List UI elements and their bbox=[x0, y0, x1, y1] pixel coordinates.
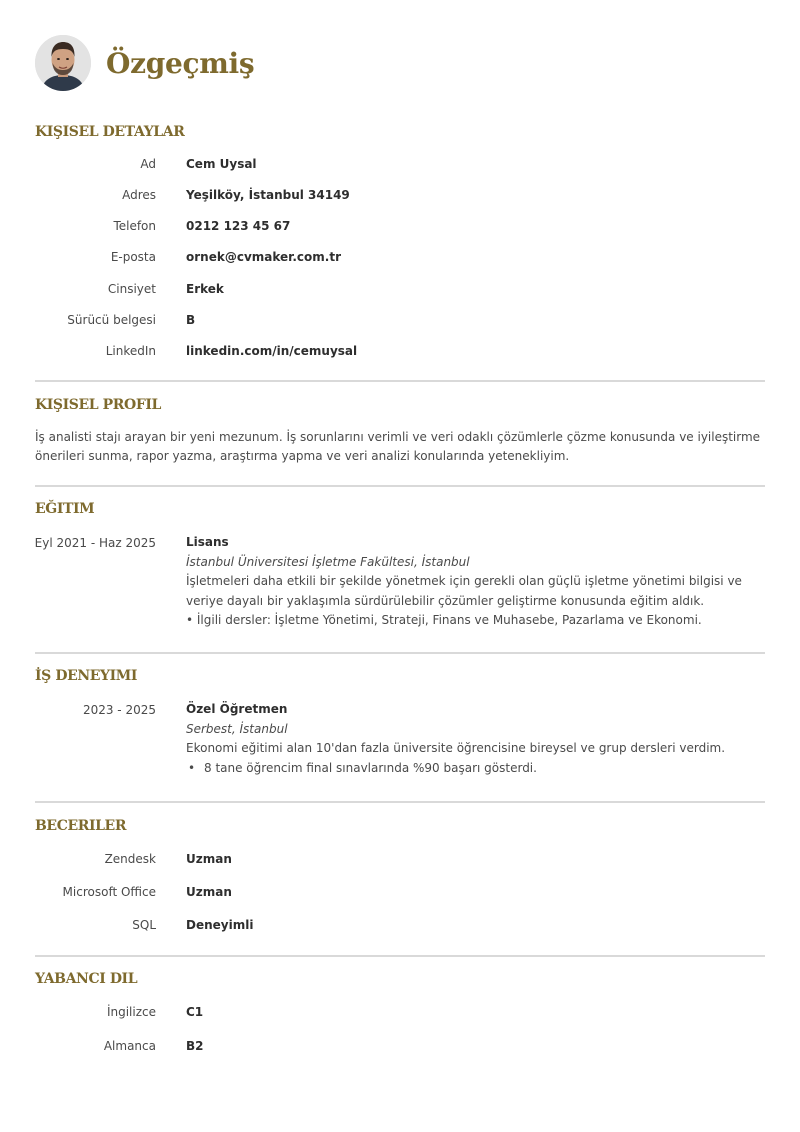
detail-row bbox=[35, 247, 765, 267]
section-title: KIŞISEL DETAYLAR bbox=[35, 124, 185, 140]
skill-level: Uzman bbox=[186, 885, 232, 899]
skill-name: Zendesk bbox=[104, 852, 156, 866]
entry-title: Özel Öğretmen bbox=[186, 702, 288, 716]
person-photo-icon bbox=[35, 35, 91, 91]
detail-label: Ad bbox=[140, 157, 156, 171]
detail-row bbox=[35, 310, 765, 330]
entry-date: Eyl 2021 - Haz 2025 bbox=[34, 536, 156, 550]
section-divider bbox=[35, 652, 765, 654]
list-item: • 8 tane öğrencim final sınavlarında %90 başarı gösterdi. bbox=[186, 759, 765, 779]
skill-name: Microsoft Office bbox=[62, 885, 156, 899]
section-divider bbox=[35, 801, 765, 803]
detail-value: 0212 123 45 67 bbox=[186, 219, 291, 233]
language-name: İngilizce bbox=[106, 1005, 156, 1019]
entry-description: İşletmeleri daha etkili bir şekilde yönetmek için gerekli olan güçlü işletme yönetimi bilgisi ve veriye dayalı bir yaklaşımla sürdürülebilir çözümler geliştirme konusunda eğitim aldık. bbox=[186, 574, 742, 608]
detail-row bbox=[35, 341, 765, 361]
detail-label: Sürücü belgesi bbox=[67, 313, 156, 327]
language-name: Almanca bbox=[103, 1039, 156, 1053]
detail-row bbox=[35, 154, 765, 174]
section-title: EĞITIM bbox=[35, 501, 95, 517]
experience-entry bbox=[186, 700, 765, 778]
detail-value: B bbox=[186, 313, 196, 327]
detail-label: Telefon bbox=[113, 219, 156, 233]
detail-label: LinkedIn bbox=[105, 344, 156, 358]
profile-text: İş analisti stajı arayan bir yeni mezunum. İş sorunlarını verimli ve veri odaklı çözümlerle çözme konusunda ve iyileştirme önerileri sunma, rapor yazma, araştırma yapma ve veri analizi konularında yetenekliyim. bbox=[35, 430, 761, 463]
entry-subtitle: İstanbul Üniversitesi İşletme Fakültesi, İstanbul bbox=[186, 554, 470, 569]
skill-row bbox=[35, 849, 765, 869]
language-row bbox=[35, 1002, 765, 1022]
email-value: ornek@cvmaker.com.tr bbox=[186, 250, 341, 264]
entry-title: Lisans bbox=[186, 535, 229, 549]
detail-value: Cem Uysal bbox=[186, 157, 257, 171]
entry-courses: • İlgili dersler: İşletme Yönetimi, Strateji, Finans ve Muhasebe, Pazarlama ve Ekonomi. bbox=[186, 613, 702, 627]
section-title: BECERILER bbox=[35, 818, 127, 834]
detail-row bbox=[35, 185, 765, 205]
education-entry bbox=[186, 533, 765, 631]
section-title: İŞ DENEYIMI bbox=[35, 668, 138, 684]
language-row bbox=[35, 1036, 765, 1056]
avatar bbox=[35, 35, 91, 91]
page-title: Özgeçmiş bbox=[106, 46, 255, 80]
detail-value: Erkek bbox=[186, 282, 224, 296]
linkedin-value: linkedin.com/in/cemuysal bbox=[186, 344, 358, 358]
detail-label: Cinsiyet bbox=[107, 282, 156, 296]
detail-value: Yeşilköy, İstanbul 34149 bbox=[186, 188, 350, 202]
detail-label: Adres bbox=[122, 188, 156, 202]
skill-level: Uzman bbox=[186, 852, 232, 866]
resume-header bbox=[35, 35, 254, 91]
section-divider bbox=[35, 380, 765, 382]
skill-level: Deneyimli bbox=[186, 918, 254, 932]
entry-description: Ekonomi eğitimi alan 10'dan fazla üniversite öğrencisine bireysel ve grup dersleri verdim. bbox=[186, 741, 726, 755]
skill-row bbox=[35, 915, 765, 935]
achievement-list bbox=[186, 759, 765, 779]
detail-row bbox=[35, 216, 765, 236]
language-level: C1 bbox=[186, 1005, 204, 1019]
section-title: YABANCI DIL bbox=[35, 971, 138, 987]
entry-subtitle: Serbest, İstanbul bbox=[186, 721, 288, 736]
skill-row bbox=[35, 882, 765, 902]
section-divider bbox=[35, 485, 765, 487]
skill-name: SQL bbox=[132, 918, 156, 932]
entry-date: 2023 - 2025 bbox=[82, 703, 156, 717]
detail-label: E-posta bbox=[110, 250, 156, 264]
detail-row bbox=[35, 279, 765, 299]
section-title: KIŞISEL PROFIL bbox=[35, 397, 161, 413]
section-divider bbox=[35, 955, 765, 957]
language-level: B2 bbox=[186, 1039, 204, 1053]
